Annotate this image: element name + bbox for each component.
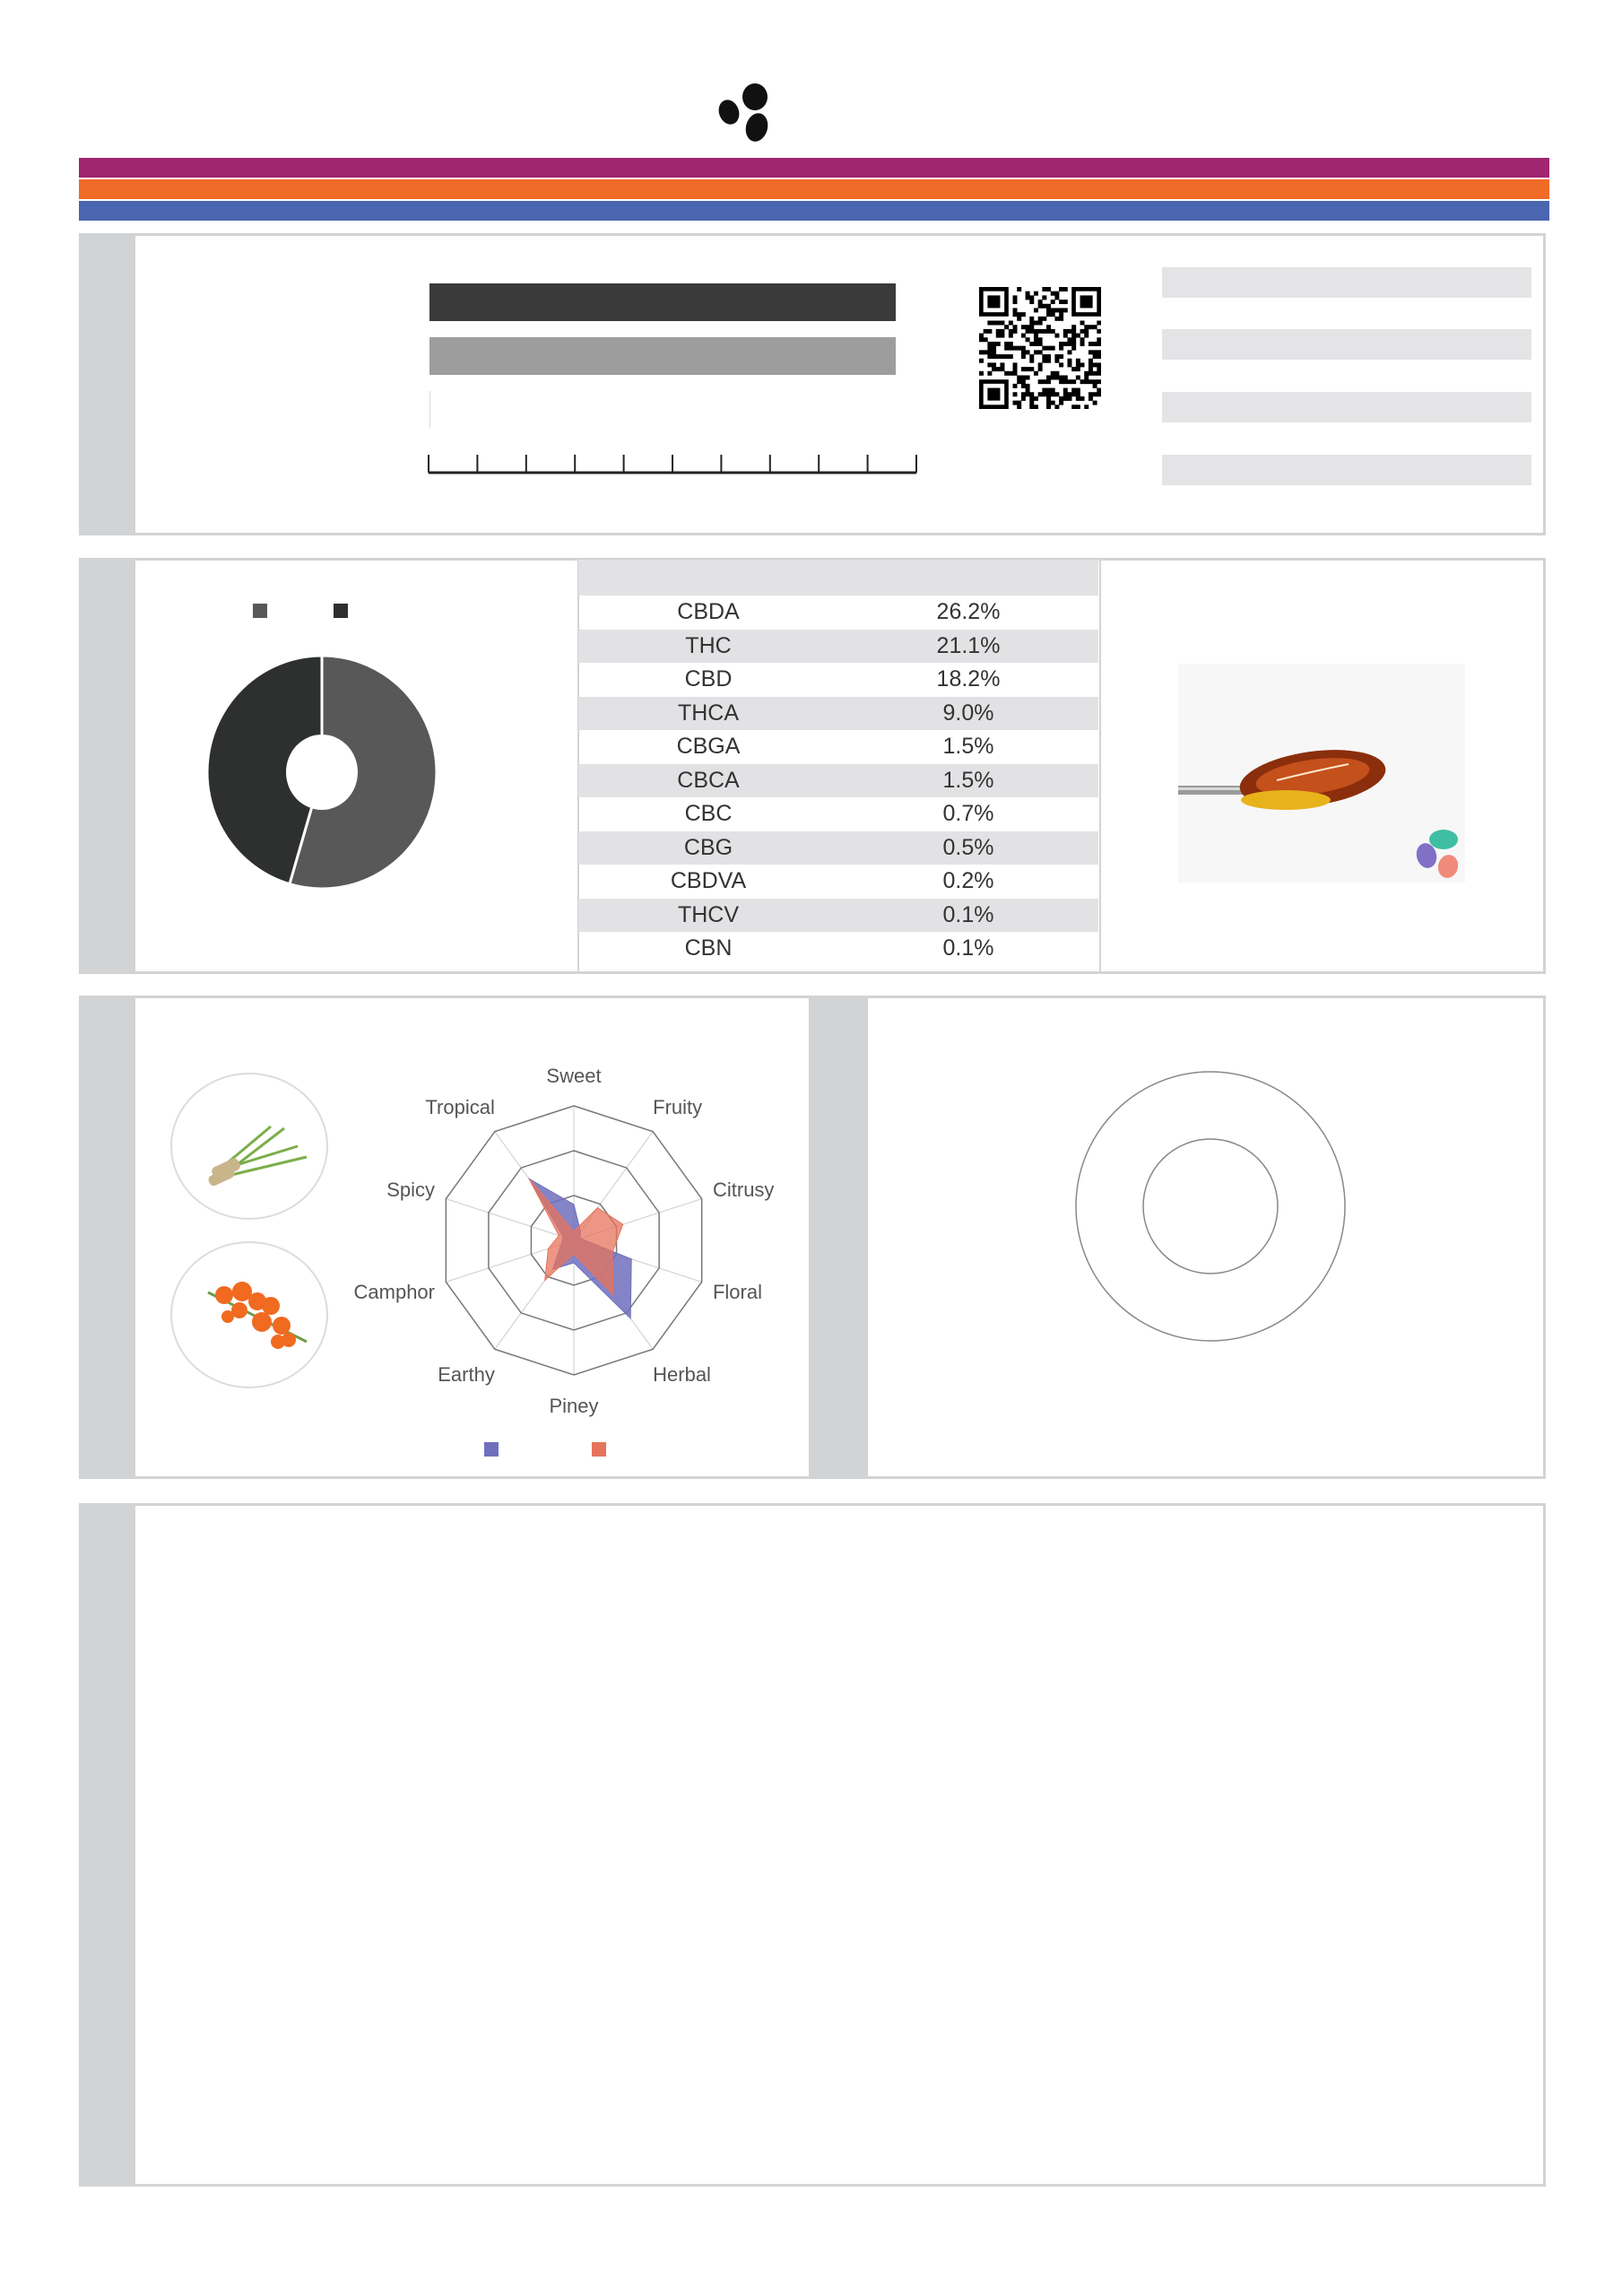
cannabinoid-name: CBN: [684, 935, 733, 961]
cannabinoid-weight: 1.5%: [942, 767, 994, 793]
stripe-purple: [79, 158, 1549, 178]
radar-axis-label: Tropical: [425, 1096, 495, 1119]
table-row: [578, 663, 1098, 697]
table-row: [578, 865, 1098, 899]
entourage-effects-polar-chart: [968, 1058, 1470, 1399]
table-row: [578, 899, 1098, 933]
table-header: [578, 560, 1098, 596]
info-row-date-issued: [1162, 455, 1531, 485]
general-section-label: [82, 236, 135, 533]
terpenoids-bar: [429, 337, 896, 375]
radar-axis-label: Citrusy: [712, 1178, 775, 1202]
legend-swatch-cbda: [253, 604, 267, 618]
info-row-license-number: [1162, 361, 1531, 391]
cannabinoid-weight: 1.5%: [942, 734, 994, 759]
legend-swatch-aroma: [484, 1442, 499, 1457]
entourage-section-label: [809, 996, 868, 1479]
aroma-section-label: [82, 998, 135, 1476]
cannabinoid-name: CBCA: [677, 767, 740, 793]
phytoprint-section-label: [82, 1506, 135, 2184]
legend-swatch-thc: [334, 604, 348, 618]
cannabinoids-section-label: [82, 561, 135, 971]
lemongrass-icon: [172, 1074, 326, 1218]
sc-labs-logo-icon: [716, 81, 782, 144]
donut-hole: [286, 735, 358, 810]
divider: [1099, 561, 1101, 971]
cannabinoid-table: [578, 560, 1098, 966]
info-row-sample-type: [1162, 298, 1531, 328]
info-row-sample-id: [1162, 392, 1531, 422]
cannabinoid-name: THCA: [677, 700, 740, 726]
legend-swatch-flavor: [592, 1442, 606, 1457]
orange-flower-icon: [172, 1243, 326, 1387]
radar-axis-label: Herbal: [653, 1362, 711, 1386]
info-row-date-collected: [1162, 423, 1531, 454]
general-axis-scale: [427, 453, 918, 476]
polar-ring-inner: [1143, 1139, 1278, 1274]
cannabinoid-weight: 0.2%: [942, 868, 994, 893]
cannabinoid-name: CBDVA: [670, 868, 747, 893]
logo-dot-teal: [1429, 830, 1458, 849]
aroma-flavor-radar-chart: [314, 1040, 798, 1417]
radar-axis-label: Camphor: [353, 1280, 436, 1303]
cannabinoid-weight: 0.5%: [942, 834, 994, 860]
table-row: [578, 797, 1098, 831]
cannabinoid-name: THCV: [677, 901, 740, 927]
cannabinoid-name: CBDA: [677, 599, 740, 624]
cannabinoid-name: CBD: [684, 666, 733, 691]
table-row: [578, 697, 1098, 731]
radar-axis-label: Piney: [549, 1395, 599, 1417]
table-row: [578, 831, 1098, 865]
info-row-business-name: [1162, 329, 1531, 360]
cannabinoid-ratio-donut: [204, 655, 439, 890]
product-photo: [1178, 664, 1465, 883]
table-row: [578, 764, 1098, 798]
cannabinoid-weight: 21.1%: [936, 632, 1001, 658]
cannabinoid-name: CBC: [684, 801, 733, 826]
flower-image-circle: [170, 1241, 328, 1388]
stripe-blue: [79, 201, 1549, 221]
cannabinoid-weight: 0.1%: [942, 901, 994, 927]
radar-axis-label: Floral: [712, 1280, 763, 1303]
lemongrass-image-circle: [170, 1073, 328, 1220]
info-row-class: [1162, 267, 1531, 298]
cannabinoid-name: CBGA: [676, 734, 741, 759]
radar-axis-label: Earthy: [438, 1362, 495, 1386]
radar-axis-label: Fruity: [653, 1096, 703, 1119]
cannabinoid-name: THC: [685, 632, 732, 658]
cannabinoid-weight: 26.2%: [936, 599, 1001, 624]
cannabinoid-weight: 9.0%: [942, 700, 994, 726]
cannabinoid-weight: 18.2%: [936, 666, 1001, 691]
cannabinoids-bar: [429, 283, 896, 321]
radar-axis-label: Sweet: [546, 1065, 602, 1087]
moisture-bar: [429, 391, 430, 429]
phytoprint-section: [79, 1503, 1546, 2187]
radar-axis-label: Spicy: [386, 1178, 436, 1202]
cannabinoid-weight: 0.7%: [942, 801, 994, 826]
stripe-orange: [79, 179, 1549, 199]
table-row: [578, 596, 1098, 630]
table-row: [578, 630, 1098, 664]
cannabinoid-name: CBG: [683, 834, 733, 860]
table-row: [578, 730, 1098, 764]
table-row: [578, 932, 1098, 966]
cannabinoid-weight: 0.1%: [942, 935, 994, 961]
qr-code-icon[interactable]: [979, 287, 1101, 409]
polar-ring-outer: [1076, 1072, 1345, 1341]
